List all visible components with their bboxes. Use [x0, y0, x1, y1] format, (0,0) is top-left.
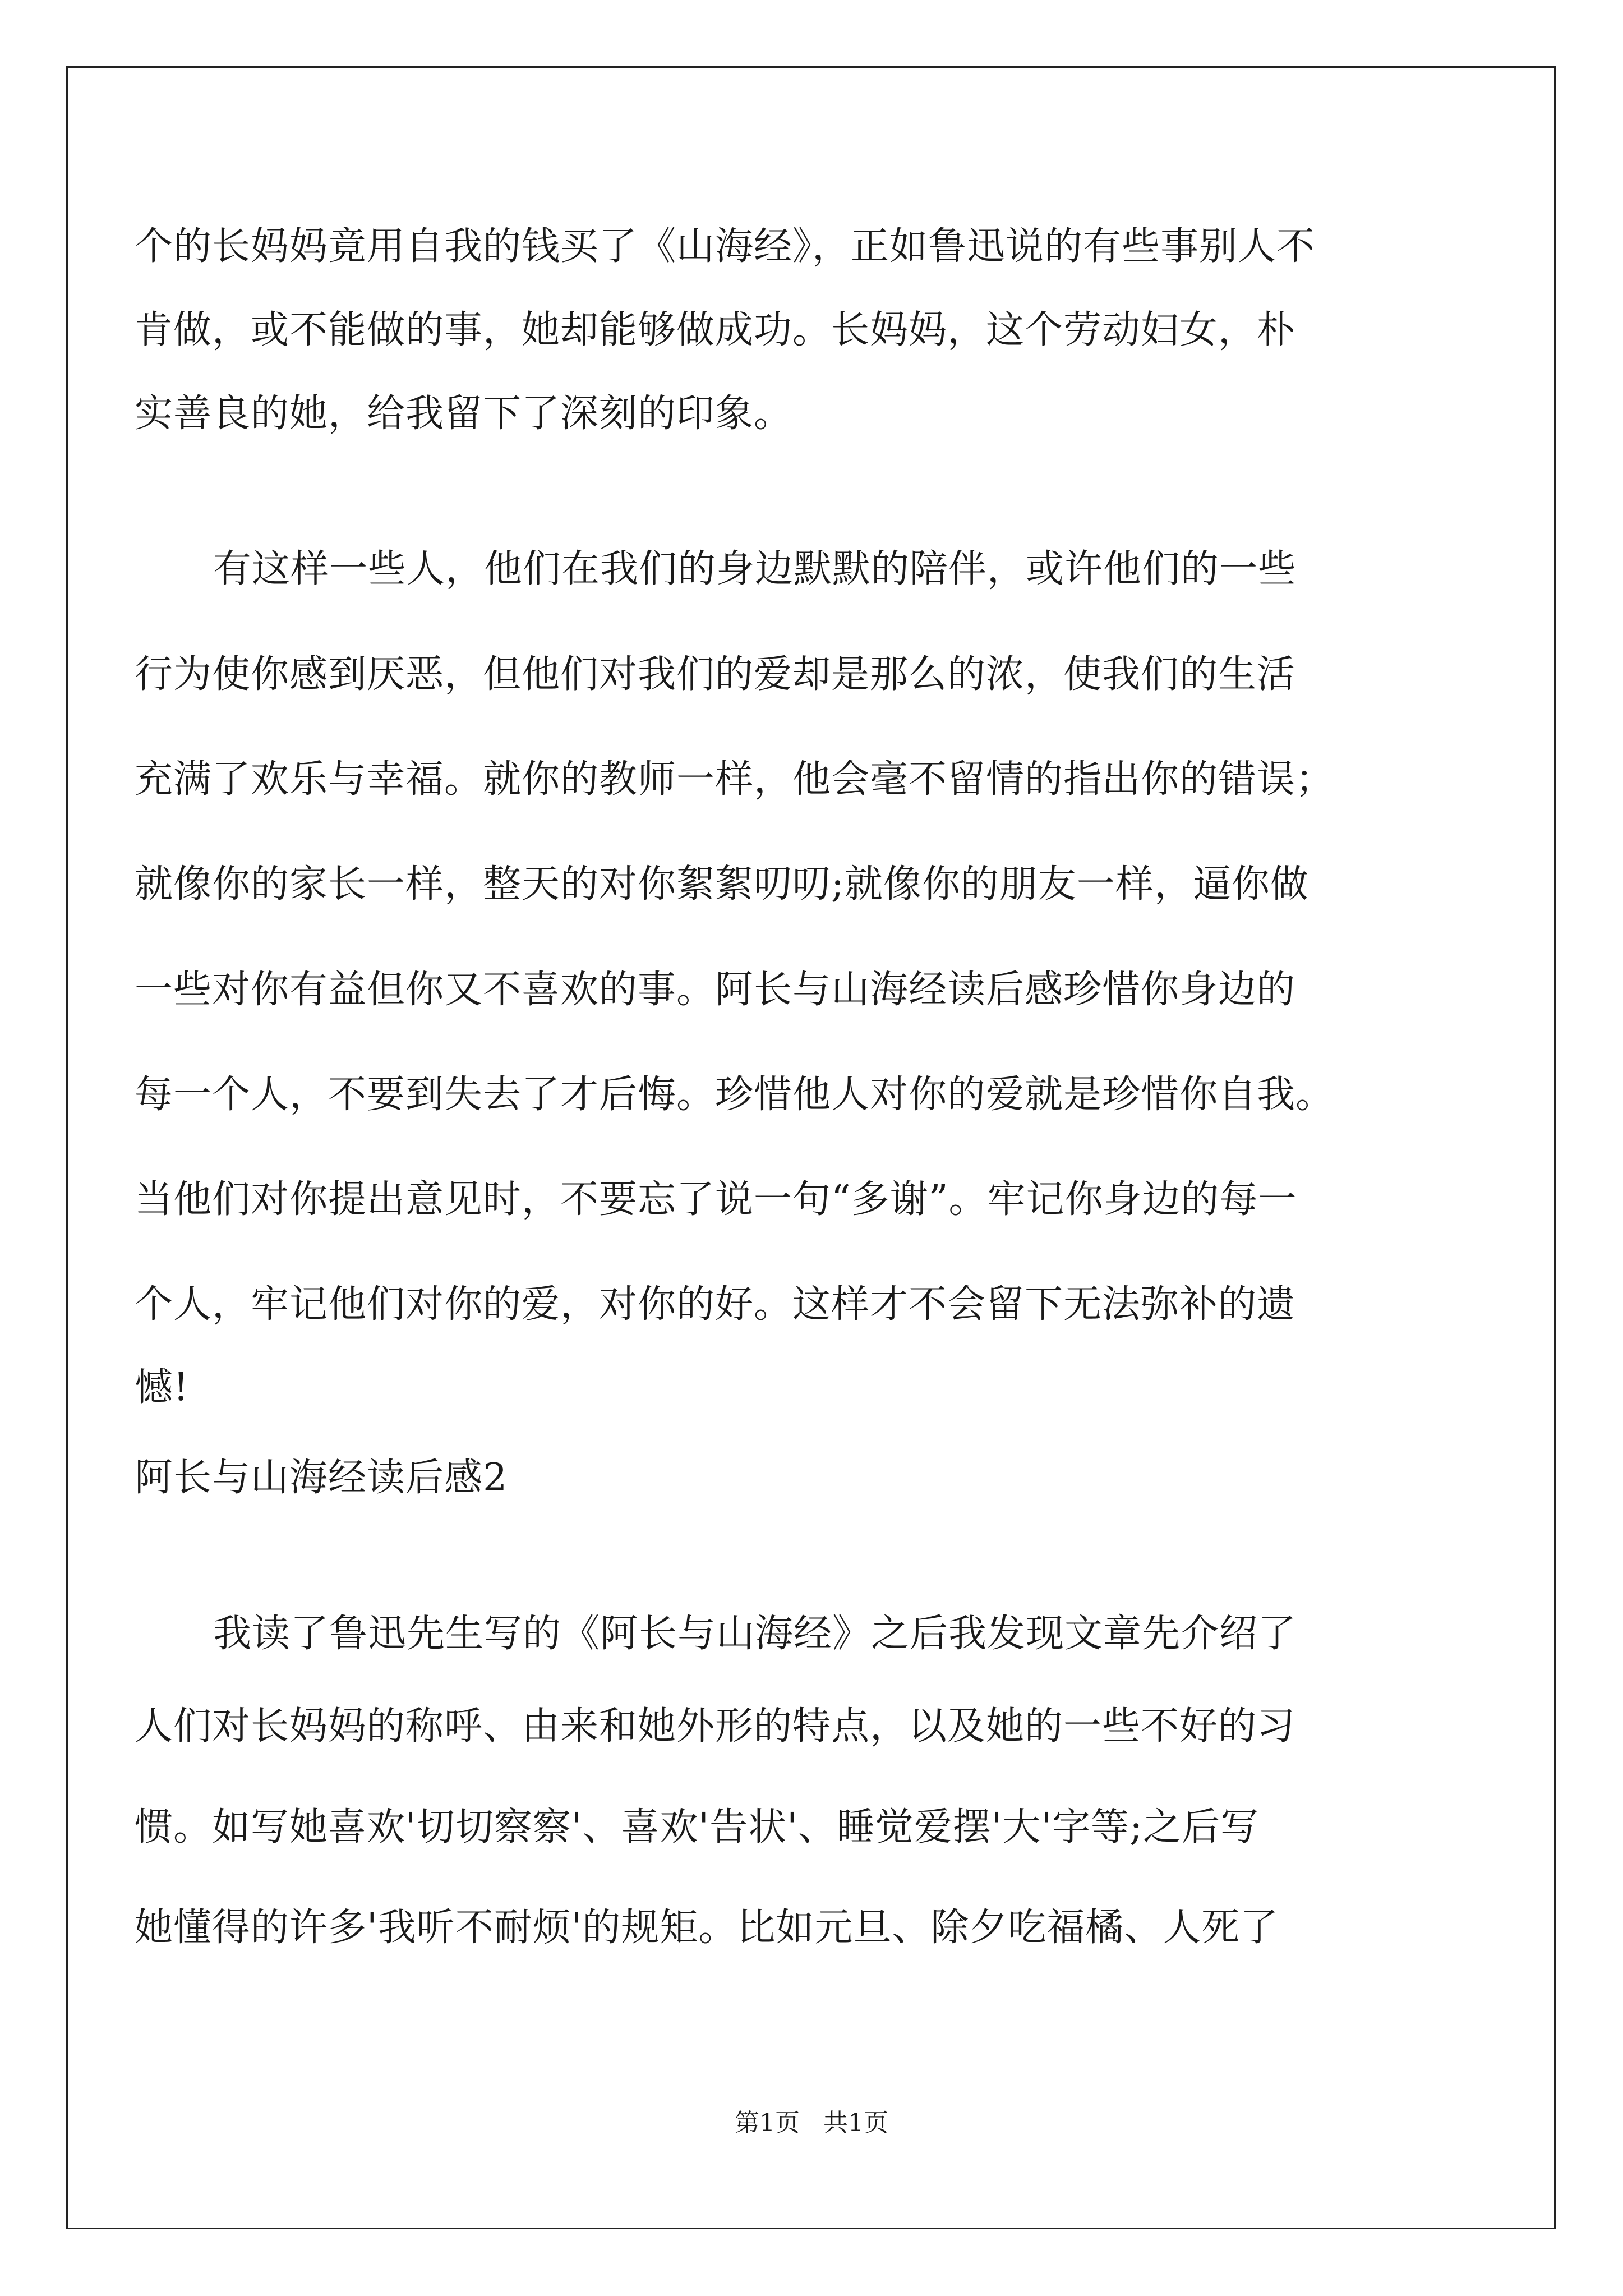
- text-line: 惯。如写她喜欢'切切察察'、喜欢'告状'、睡觉爱摆'大'字等;之后写: [135, 1805, 1260, 1849]
- paragraph-start-line: 有这样一些人，他们在我们的身边默默的陪伴，或许他们的一些: [213, 547, 1297, 591]
- text-line: 充满了欢乐与幸福。就你的教师一样，他会毫不留情的指出你的错误；: [135, 757, 1335, 802]
- text-line: 就像你的家长一样，整天的对你絮絮叨叨;就像你的朋友一样，逼你做: [135, 862, 1309, 907]
- text-line: 个人，牢记他们对你的爱，对你的好。这样才不会留下无法弥补的遗: [135, 1282, 1296, 1327]
- paragraph-start-line: 我读了鲁迅先生写的《阿长与山海经》之后我发现文章先介绍了: [213, 1612, 1297, 1656]
- text-line: 憾!: [135, 1365, 190, 1410]
- page-number-footer: 第1页 共1页: [735, 2109, 888, 2137]
- text-line: 她懂得的许多'我听不耐烦'的规矩。比如元旦、除夕吃福橘、人死了: [135, 1906, 1279, 1950]
- text-line: 当他们对你提出意见时，不要忘了说一句“多谢”。牢记你身边的每一: [135, 1177, 1297, 1222]
- text-line: 人们对长妈妈的称呼、由来和她外形的特点，以及她的一些不好的习: [135, 1704, 1296, 1749]
- text-line: 个的长妈妈竟用自我的钱买了《山海经》，正如鲁迅说的有些事别人不: [135, 224, 1316, 269]
- text-line: 每一个人，不要到失去了才后悔。珍惜他人对你的爱就是珍惜你自我。: [135, 1073, 1335, 1117]
- text-line: 行为使你感到厌恶，但他们对我们的爱却是那么的浓，使我们的生活: [135, 652, 1296, 697]
- text-line: 实善良的她，给我留下了深刻的印象。: [135, 392, 793, 436]
- text-line: 一些对你有益但你又不喜欢的事。阿长与山海经读后感珍惜你身边的: [135, 968, 1296, 1012]
- text-line: 肯做，或不能做的事，她却能够做成功。长妈妈，这个劳动妇女，朴: [135, 308, 1296, 352]
- section-heading: 阿长与山海经读后感2: [135, 1456, 508, 1500]
